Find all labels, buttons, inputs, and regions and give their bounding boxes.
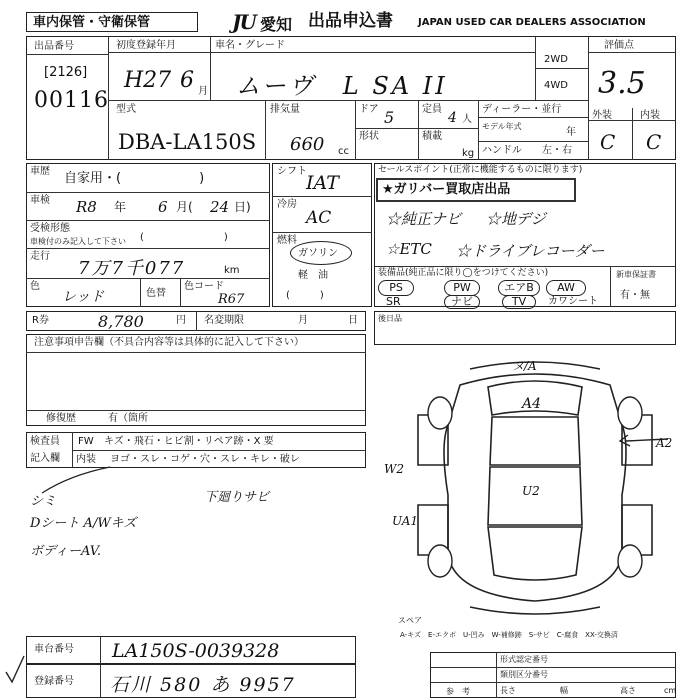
new-warranty-value: 有・無 [620,290,650,301]
capacity-unit: 人 [462,114,472,125]
recycle-yen: 円 [176,315,186,326]
ju-logo-mark: JU [232,10,255,34]
door-value: 5 [384,108,395,127]
note-body-av: ボディーAV. [30,544,101,559]
km-unit: km [224,265,240,276]
fw-label: FW [78,436,94,447]
capacity-label: 定員 [422,104,442,115]
equipment-sr: SR [386,295,401,308]
selling-line2-b: ☆ドライブレコーダー [456,242,605,260]
new-warranty-label: 新車保証書 [616,270,656,279]
mileage-label: 走行 [30,251,50,262]
dealer-label: ディーラー・並行 [482,104,562,115]
notes-title: 注意事項申告欄（不具合内容等は具体的に記入して下さい） [34,337,304,348]
listing-number-label: 出品番号 [34,41,74,52]
shape-label: 形状 [359,131,379,142]
fuel-paren: ( ) [286,290,324,301]
fuel-gas: ガソリン [298,248,338,259]
grade-ext-label: 外装 [592,110,612,121]
selling-banner: ★ガリバー買取店出品 [382,182,511,197]
repair-value: 有（箇所 [108,413,148,424]
name-change-day: 日 [348,315,358,326]
grade-ext: C [600,130,616,154]
diagram-a2: A2 [656,436,673,450]
interior-label: 内装 [76,454,96,465]
first-reg-month: 6 [180,68,194,93]
diagram-legend: A-キズ E-エクボ U-凹み W-補修跡 S-サビ C-腐食 XX-交換済 [400,631,618,639]
ac-label: 冷房 [277,199,297,210]
repair-label: 修復歴 [46,413,76,424]
note-seat-aw: Dシート A/Wキズ [30,516,137,531]
diagram-spare: スペア [398,616,422,625]
first-reg-year: H27 [124,68,172,93]
shaken-day-unit: 日) [234,200,251,214]
form-cert-label: 形式認定番号 [500,655,548,664]
length-label: 長さ [500,686,516,695]
selling-line1-a: ☆純正ナビ [386,210,462,228]
diagram-a-top: ヌ/A [512,359,537,373]
ac-value: AC [306,208,332,228]
displacement-label: 排気量 [270,104,300,115]
note-stain: シミ [30,494,57,509]
inspection-paren: ( ) [140,232,228,243]
color-label: 色 [30,281,40,292]
fuel-gas-circle [290,241,352,265]
equipment-tv: TV [502,295,536,309]
capacity-value: 4 [448,110,457,126]
diagram-u2: U2 [522,484,540,498]
equipment-ps: PS [378,280,414,296]
color-change-label: 色替 [146,288,166,299]
inspection-label: 受検形態 [30,223,70,234]
category-label: 類別区分番号 [500,670,548,679]
history-label: 車歴 [30,166,50,177]
drive-2wd: 2WD [544,54,568,65]
shaken-month: 6 [158,198,168,216]
recycle-label: R券 [32,315,49,326]
displacement-value: 660 [290,134,325,155]
association-name: JAPAN USED CAR DEALERS ASSOCIATION [418,17,646,28]
fuel-label: 燃料 [277,235,297,246]
type-value: DBA-LA150S [118,130,257,154]
reference-label: 参 考 [446,687,470,696]
note-pointer-line [40,465,120,495]
interior-items: ヨゴ・スレ・コゲ・穴・スレ・キレ・破レ [110,454,300,465]
load-label: 積載 [422,131,442,142]
shaken-year: R8 [76,198,97,216]
width-label: 幅 [560,686,568,695]
registration-value: 石川 580 あ 9957 [110,674,296,696]
storage-title-box [26,12,198,32]
door-label: ドア [359,104,379,115]
recycle-value: 8,780 [98,312,144,331]
fw-items: キズ・飛石・ヒビ割・リペア跡・X 要 [104,436,274,447]
diagram-ua1: UA1 [392,514,419,528]
equipment-leather-seat: カワシート [548,296,598,307]
form-title: 出品申込書 [308,11,393,31]
equipment-pw: PW [444,280,480,296]
color-code-value: R67 [218,292,245,307]
model-year-label: モデル年式 [482,122,522,131]
storage-title: 車内保管・守衛保管 [33,15,151,30]
color-value: レッド [62,289,104,305]
inspector-label: 検査員 [30,436,60,447]
fuel-diesel: 軽 油 [298,270,328,281]
color-code-label: 色コード [184,281,224,292]
equipment-label: 装備品(純正品に限り◯をつけてください) [378,268,549,278]
first-reg-label: 初度登録年月 [116,40,176,51]
first-reg-month-unit: 月 [198,86,208,97]
inspection-note: 車検付のみ記入して下さい [30,237,126,246]
shaken-year-unit: 年 [114,200,127,214]
kg-unit: kg [462,148,475,159]
drive-4wd: 4WD [544,80,568,91]
shift-value: IAT [306,172,339,194]
cc-unit: cc [338,146,349,157]
listing-bracket-number: [2126] [44,65,88,80]
entry-label: 記入欄 [30,453,60,464]
shaken-label: 車検 [30,195,50,206]
post-entry-label: 後日品 [378,314,402,323]
grade-int-label: 内装 [640,110,660,121]
shaken-day: 24 [210,198,230,216]
model-name: ムーヴ L SA II [236,72,448,100]
grade-value: 3.5 [598,66,646,101]
diagram-a4: A4 [522,396,542,412]
selling-points-label: セールスポイント(正常に機能するものに限ります) [378,165,583,175]
ju-logo [232,10,296,34]
shift-label: シフト [277,166,307,177]
selling-line2-a: ☆ETC [386,240,432,258]
equipment-airbag: エアB [498,280,540,296]
model-name-label: 車名・グレード [215,40,285,51]
grade-int: C [646,130,662,154]
registration-check-mark [4,652,28,692]
handle-label: ハンドル [482,145,522,156]
ju-logo-text: 愛知 [260,15,293,34]
diagram-w2: W2 [384,462,404,476]
name-change-label: 名変期限 [204,315,244,326]
equipment-navi: ナビ [444,295,480,309]
handle-value: 左・右 [542,145,572,156]
grade-label: 評価点 [604,40,634,51]
name-change-month: 月 [298,315,308,326]
equipment-aw: AW [546,280,586,296]
shaken-month-unit: 月( [176,200,193,214]
history-value: 自家用・( ) [64,171,205,186]
registration-label: 登録番号 [34,676,74,687]
mileage-value: 7万7千077 [78,258,186,279]
chassis-label: 車台番号 [34,644,74,655]
note-underbody-rust: 下廻りサビ [204,490,270,505]
height-label: 高さ [620,686,636,695]
selling-line1-b: ☆地デジ [486,210,546,228]
listing-number: 00116 [34,88,109,113]
cm-unit: cm [664,686,677,695]
post-entry-box [374,311,676,345]
model-year-unit: 年 [566,127,576,138]
type-label: 型式 [116,104,136,115]
chassis-value: LA150S-0039328 [112,640,280,662]
